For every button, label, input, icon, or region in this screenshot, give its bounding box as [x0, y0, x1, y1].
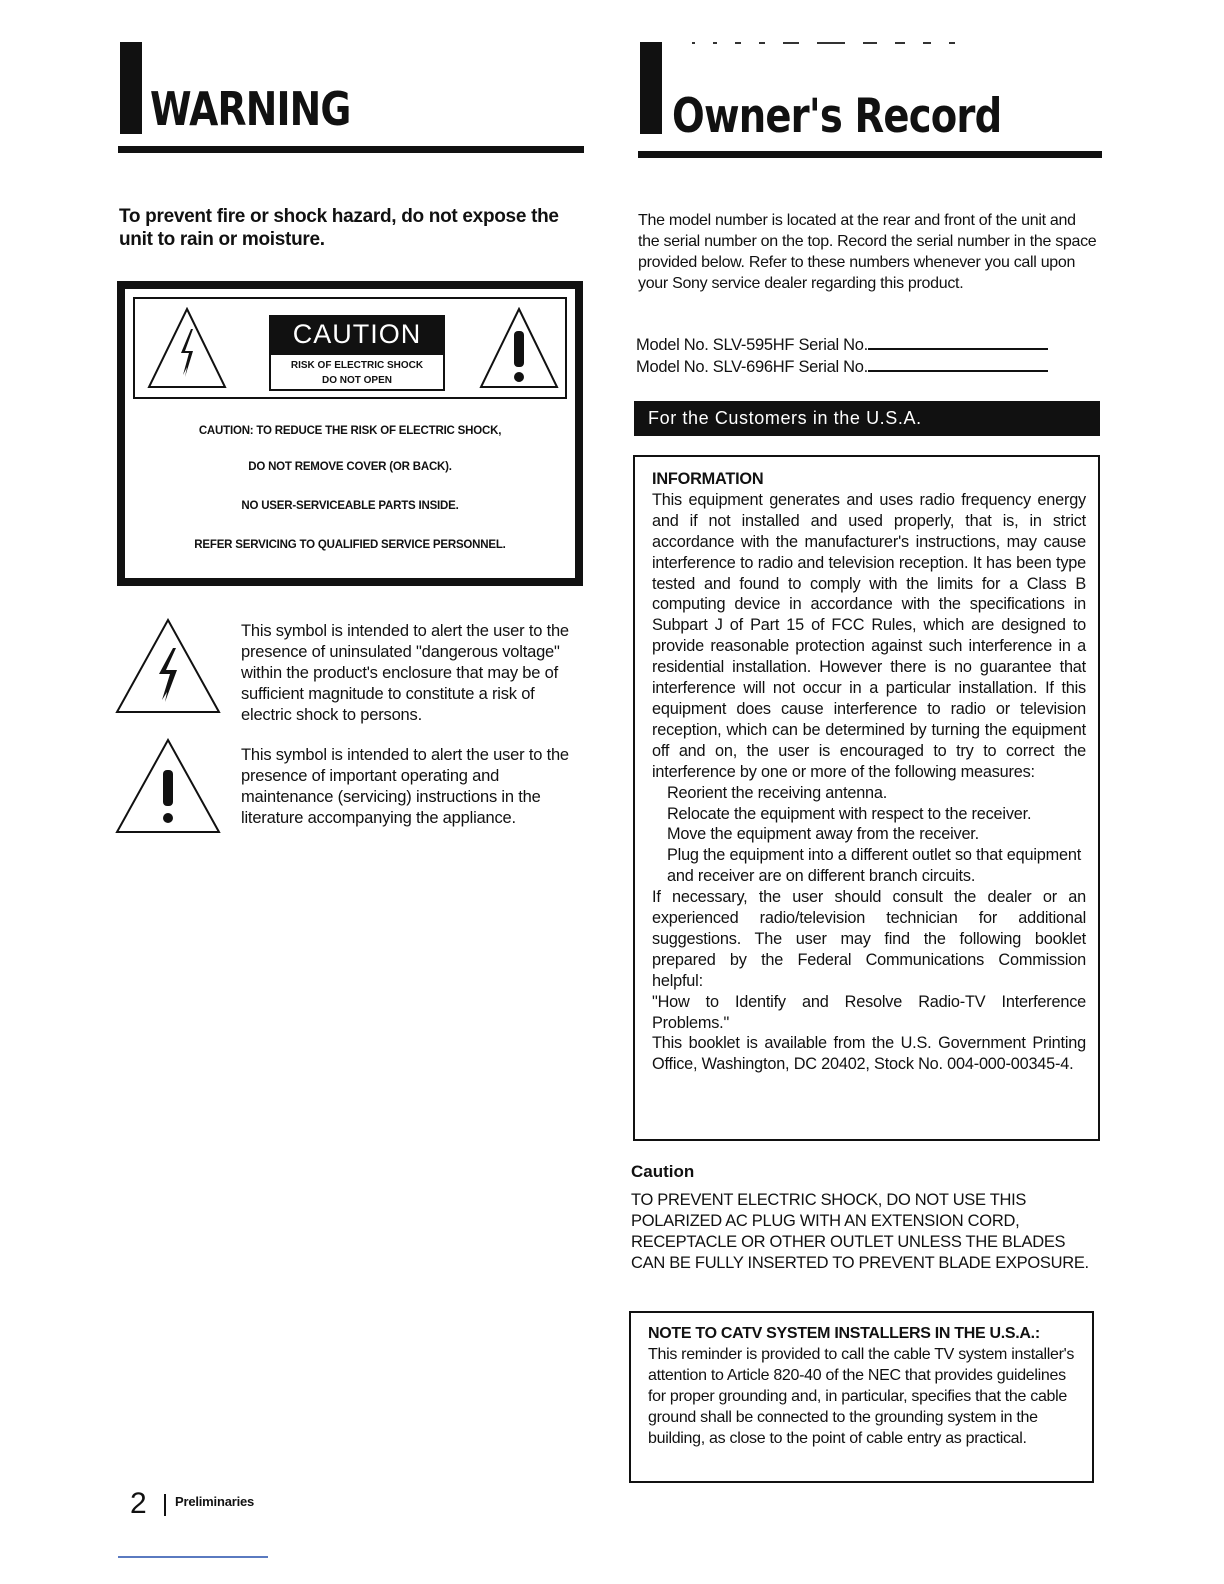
- information-para-3: This booklet is available from the U.S. Government Printing Office, Washington, DC 20402, Stock No. 004-000-00345-4.: [652, 1034, 1086, 1074]
- warning-intro: To prevent fire or shock hazard, do not expose the unit to rain or moisture.: [119, 206, 559, 250]
- exclamation-warning-icon: [479, 307, 559, 389]
- booklet-title: "How to Identify and Resolve Radio-TV Interference Problems.": [652, 992, 1086, 1032]
- serial-field-2[interactable]: [868, 358, 1048, 372]
- caution-sub-line-2: DO NOT OPEN: [321, 375, 392, 386]
- measure-4: Plug the equipment into a different outlet so that equipment and receiver are on different branch circuits.: [667, 846, 1082, 886]
- bottom-accent-line: [118, 1556, 268, 1558]
- model-label-1: Model No. SLV-595HF Serial No.: [636, 336, 868, 354]
- owners-heading-bar: [640, 42, 662, 134]
- caution-sub-line-1: RISK OF ELECTRIC SHOCK: [290, 360, 424, 371]
- serial-field-1[interactable]: [868, 336, 1048, 350]
- decorative-dashes: [692, 42, 955, 44]
- usa-customers-banner: For the Customers in the U.S.A.: [634, 401, 1100, 436]
- measure-3: Move the equipment away from the receiver.: [667, 825, 979, 844]
- measure-1: Reorient the receiving antenna.: [667, 783, 888, 802]
- warning-heading: WARNING: [150, 82, 351, 136]
- caution-line-4: REFER SERVICING TO QUALIFIED SERVICE PERSONNEL.: [194, 539, 506, 551]
- caution-line-2: DO NOT REMOVE COVER (OR BACK).: [248, 461, 452, 473]
- warning-heading-bar: [120, 42, 142, 134]
- measure-2: Relocate the equipment with respect to the receiver.: [667, 804, 1032, 823]
- exclamation-symbol-icon: [115, 738, 221, 834]
- model-line-1: [636, 334, 1048, 356]
- caution-label-box: [117, 281, 583, 586]
- catv-note-title: NOTE TO CATV SYSTEM INSTALLERS IN THE U.S.A.:: [648, 1325, 1040, 1342]
- lightning-warning-icon: [147, 307, 227, 389]
- catv-note-body: This reminder is provided to call the cable TV system installer's attention to Article 820-40 of the NEC that provides guidelines for proper grounding and, in particular, specifies that the cable ground shall be connected to the grounding system in the building, as close to the point of cable entry as practical.: [648, 1346, 1075, 1447]
- caution-line-1: CAUTION: TO REDUCE THE RISK OF ELECTRIC SHOCK,: [198, 425, 502, 437]
- footer-section-name: Preliminaries: [175, 1494, 255, 1509]
- owners-rule: [638, 151, 1102, 158]
- caution-line-3: NO USER-SERVICEABLE PARTS INSIDE.: [241, 500, 459, 512]
- catv-note-box: [629, 1311, 1094, 1483]
- caution-section-body: TO PREVENT ELECTRIC SHOCK, DO NOT USE THIS POLARIZED AC PLUG WITH AN EXTENSION CORD, RECEPTACLE OR OTHER OUTLET UNLESS THE BLADES CAN BE FULLY INSERTED TO PREVENT BLADE EXPOSURE.: [631, 1191, 1089, 1272]
- caution-subtitle: [269, 353, 445, 391]
- information-para-2: If necessary, the user should consult the dealer or an experienced radio/television technician for additional suggestions. The user may find the following booklet prepared by the Federal Communications Commission helpful:: [652, 888, 1086, 990]
- caution-title: CAUTION: [269, 315, 445, 353]
- caution-label-top: [133, 297, 567, 399]
- catv-note-content: [648, 1323, 1078, 1449]
- information-title: INFORMATION: [652, 470, 764, 488]
- information-box: [633, 455, 1100, 1141]
- page-number: 2: [130, 1487, 147, 1520]
- lightning-symbol-icon: [115, 618, 221, 714]
- caution-section-title: Caution: [631, 1162, 695, 1181]
- footer-separator: [164, 1494, 166, 1516]
- lightning-symbol-text: This symbol is intended to alert the user to the presence of uninsulated "dangerous voltage" within the product's enclosure that may be of sufficient magnitude to constitute a risk of electric shock to persons.: [241, 622, 569, 724]
- model-label-2: Model No. SLV-696HF Serial No.: [636, 358, 868, 376]
- information-para-1: This equipment generates and uses radio frequency energy and if not installed and used properly, that is, in strict accordance with the manufacturer's instructions, may cause interference to radio and television reception. It has been type tested and found to comply with the limits for a Class B computing device in accordance with the specifications in Subpart J of Part 15 of FCC Rules, which are designed to provide reasonable protection against such interference in a residential installation. However there is no guarantee that interference will not occur in a particular installation. If this equipment does cause interference to radio or television reception, which can be determined by turning the equipment off and on, the user is encouraged to try to correct the interference by one or more of the following measures:: [652, 490, 1086, 781]
- model-line-2: [636, 356, 1048, 378]
- information-content: [652, 469, 1086, 1075]
- exclamation-symbol-text: This symbol is intended to alert the user to the presence of important operating and maintenance (servicing) instructions in the literature accompanying the appliance.: [241, 746, 569, 827]
- owners-heading: Owner's Record: [672, 89, 1002, 144]
- warning-rule: [118, 146, 584, 153]
- owners-intro: The model number is located at the rear and front of the unit and the serial number on the top. Record the serial number in the space provided below. Refer to these numbers whenever you call upon your Sony service dealer regarding this product.: [638, 212, 1097, 292]
